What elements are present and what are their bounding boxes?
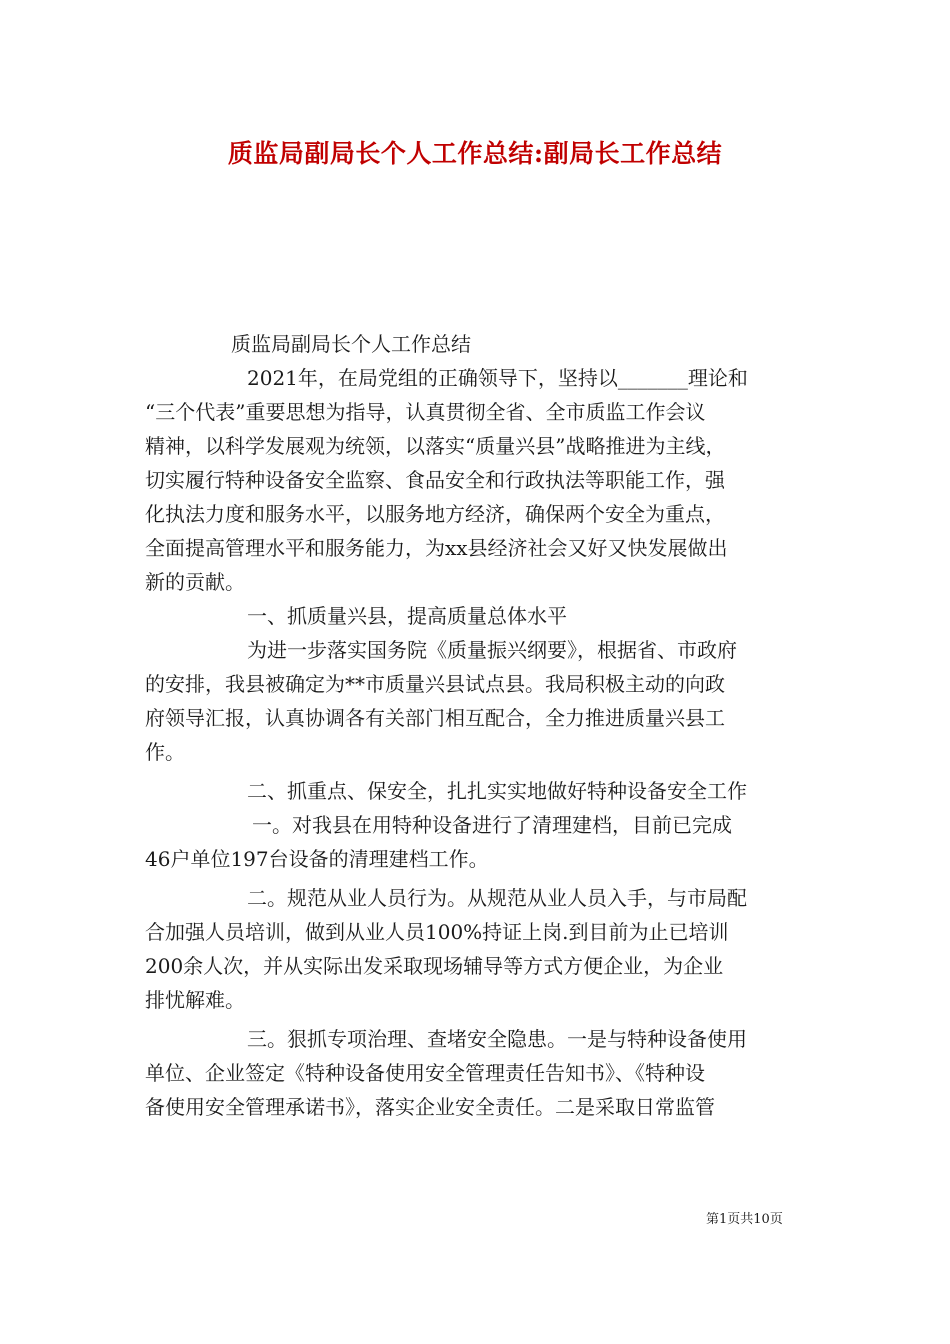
document-title: 质监局副局长个人工作总结:副局长工作总结 (227, 139, 723, 168)
paragraph-line: 排忧解难。 (145, 988, 245, 1012)
paragraph-line: 为进一步落实国务院《质量振兴纲要》，根据省、市政府 (247, 638, 737, 662)
paragraph-line: 2021年，在局党组的正确领导下，坚持以_______理论和 (247, 366, 748, 390)
paragraph-line: 府领导汇报，认真协调各有关部门相互配合，全力推进质量兴县工 (145, 706, 725, 730)
paragraph-line: 切实履行特种设备安全监察、食品安全和行政执法等职能工作，强 (145, 468, 725, 492)
paragraph-line: 46户单位197台设备的清理建档工作。 (145, 847, 489, 871)
paragraph-line: 200余人次，并从实际出发采取现场辅导等方式方便企业，为企业 (145, 954, 724, 978)
paragraph-line: 全面提高管理水平和服务能力，为xx县经济社会又好又快发展做出 (145, 536, 728, 560)
paragraph-line: 一。对我县在用特种设备进行了清理建档，目前已完成 (252, 813, 732, 837)
section-heading: 一、抓质量兴县，提高质量总体水平 (247, 604, 567, 628)
page-number: 第1页共10页 (706, 1212, 783, 1227)
paragraph-line: 二。规范从业人员行为。从规范从业人员入手，与市局配 (247, 886, 747, 910)
paragraph-line: “三个代表”重要思想为指导，认真贯彻全省、全市质监工作会议 (145, 400, 706, 424)
paragraph-line: 的安排，我县被确定为**市质量兴县试点县。我局积极主动的向政 (145, 672, 725, 696)
paragraph-line: 精神，以科学发展观为统领，以落实“质量兴县”战略推进为主线， (145, 434, 726, 458)
section-heading: 质监局副局长个人工作总结 (231, 332, 471, 356)
paragraph-line: 三。狠抓专项治理、查堵安全隐患。一是与特种设备使用 (247, 1027, 747, 1051)
paragraph-line: 单位、企业签定《特种设备使用安全管理责任告知书》、《特种设 (145, 1061, 705, 1085)
paragraph-line: 新的贡献。 (145, 570, 245, 594)
paragraph-line: 作。 (145, 740, 185, 764)
paragraph-line: 合加强人员培训，做到从业人员100%持证上岗.到目前为止已培训 (145, 920, 729, 944)
paragraph-line: 化执法力度和服务水平，以服务地方经济，确保两个安全为重点， (145, 502, 725, 526)
paragraph-line: 备使用安全管理承诺书》，落实企业安全责任。二是采取日常监管 (145, 1095, 715, 1119)
section-heading: 二、抓重点、保安全，扎扎实实地做好特种设备安全工作 (247, 779, 747, 803)
